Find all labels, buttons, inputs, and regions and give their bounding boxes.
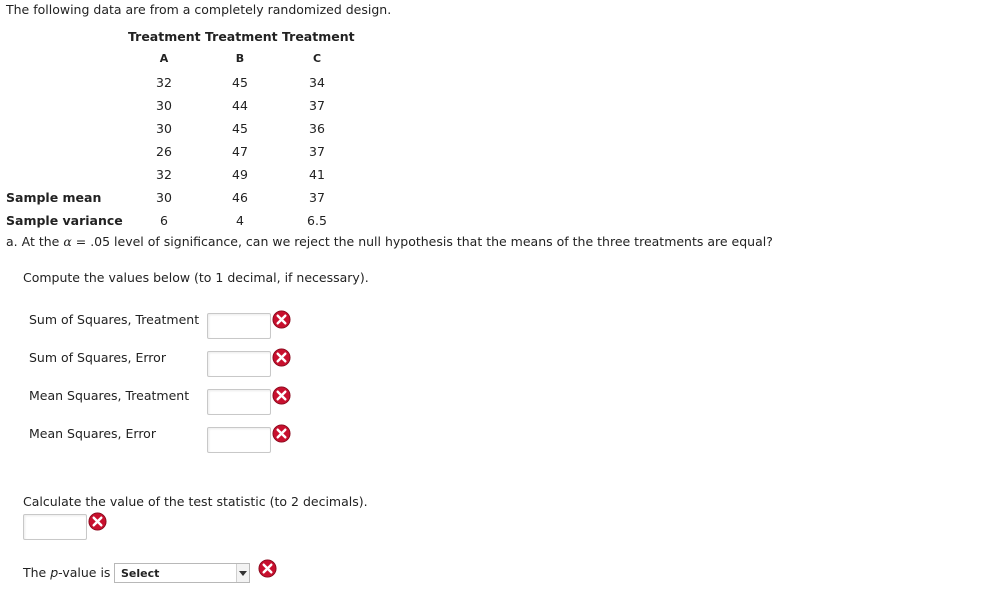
sample-variance-b: 4: [236, 213, 244, 228]
ms-treatment-input[interactable]: [207, 389, 271, 415]
table-cell: 26: [156, 144, 172, 159]
sample-mean-b: 46: [232, 190, 248, 205]
pvalue-prefix: The: [23, 565, 47, 580]
table-cell: 44: [232, 98, 248, 113]
ss-treatment-input[interactable]: [207, 313, 271, 339]
test-stat-input[interactable]: [23, 514, 87, 540]
sample-mean-label: Sample mean: [6, 190, 102, 205]
ss-error-input[interactable]: [207, 351, 271, 377]
table-cell: 32: [156, 75, 172, 90]
question-a-prefix: a. At the: [6, 234, 60, 249]
table-cell: 34: [309, 75, 325, 90]
ms-error-input[interactable]: [207, 427, 271, 453]
question-a-suffix: = .05 level of significance, can we reject the null hypothesis that the means of the three treatments are equal?: [75, 234, 773, 249]
ms-error-label: Mean Squares, Error: [29, 426, 156, 441]
pvalue-p: p: [50, 565, 59, 580]
table-cell: 49: [232, 167, 248, 182]
chevron-down-icon[interactable]: [236, 564, 249, 582]
table-cell: 32: [156, 167, 172, 182]
table-header-treatment-b: Treatment: [205, 29, 278, 44]
table-cell: 37: [309, 98, 325, 113]
intro-text: The following data are from a completely randomized design.: [6, 2, 392, 17]
sample-mean-c: 37: [309, 190, 325, 205]
table-header-treatment-a: Treatment: [128, 29, 201, 44]
subheader-c: C: [312, 52, 322, 65]
question-a: [6, 234, 773, 249]
ss-treatment-label: Sum of Squares, Treatment: [29, 312, 200, 327]
sample-variance-label: Sample variance: [6, 213, 123, 228]
alpha-symbol: α: [63, 234, 72, 249]
compute-instruction: Compute the values below (to 1 decimal, if necessary).: [23, 270, 369, 285]
sample-variance-a: 6: [160, 213, 168, 228]
incorrect-x-icon: [258, 559, 277, 578]
pvalue-label: [23, 565, 110, 580]
subheader-a: A: [159, 52, 169, 65]
pvalue-select-value: Select: [121, 567, 160, 580]
table-cell: 37: [309, 144, 325, 159]
table-header-treatment-c: Treatment: [282, 29, 355, 44]
subheader-b: B: [235, 52, 245, 65]
table-cell: 36: [309, 121, 325, 136]
table-cell: 47: [232, 144, 248, 159]
pvalue-suffix: -value is: [58, 565, 111, 580]
pvalue-select[interactable]: [114, 563, 250, 583]
incorrect-x-icon: [88, 512, 107, 531]
ms-treatment-label: Mean Squares, Treatment: [29, 388, 190, 403]
table-cell: 45: [232, 75, 248, 90]
incorrect-x-icon: [272, 424, 291, 443]
table-cell: 45: [232, 121, 248, 136]
sample-mean-a: 30: [156, 190, 172, 205]
table-cell: 41: [309, 167, 325, 182]
incorrect-x-icon: [272, 310, 291, 329]
incorrect-x-icon: [272, 386, 291, 405]
ss-error-label: Sum of Squares, Error: [29, 350, 166, 365]
incorrect-x-icon: [272, 348, 291, 367]
sample-variance-c: 6.5: [307, 213, 327, 228]
table-cell: 30: [156, 121, 172, 136]
test-stat-instruction: Calculate the value of the test statistic (to 2 decimals).: [23, 494, 368, 509]
table-cell: 30: [156, 98, 172, 113]
